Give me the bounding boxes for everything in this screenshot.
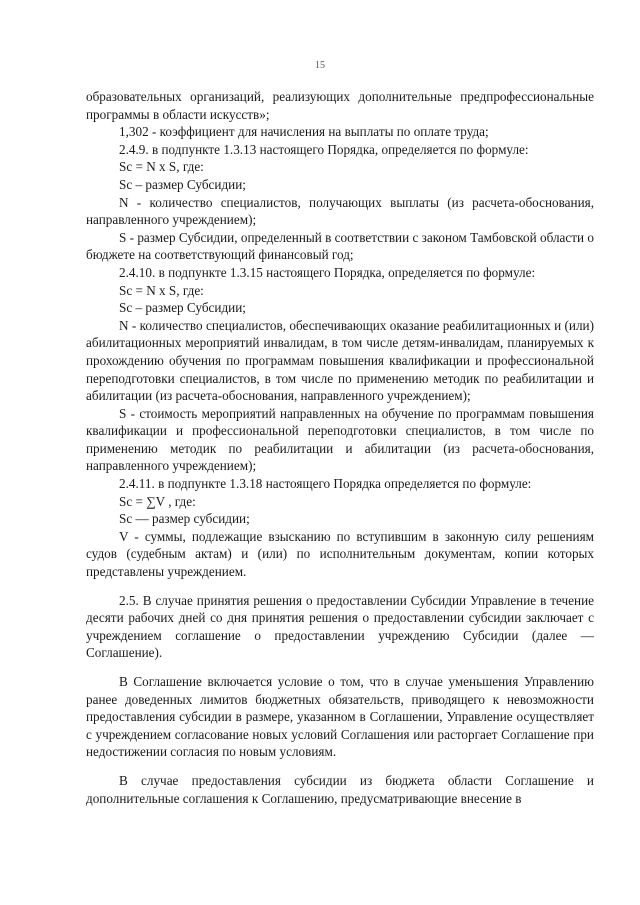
definition-v: V - суммы, подлежащие взысканию по вступившим в законную силу решениям судов (судебным актам) и (или) по исполнительным документам, копии которых представлены учреждением.: [86, 528, 594, 580]
paragraph-coefficient: 1,302 - коэффициент для начисления на выплаты по оплате труда;: [119, 124, 489, 140]
definition-n: N - количество специалистов, обеспечивающих оказание реабилитационных и (или) абилитационных мероприятий инвалидам, в том числе детям-инвалидам, планируемых к прохождению обучения по программам повышения квалификации и профессиональной переподготовки специалистов, в том числе по применению методик по реабилитации и абилитации (из расчета-обоснования, направленного учреждением);: [86, 317, 594, 404]
paragraph-2-4-11: 2.4.11. в подпункте 1.3.18 настоящего Порядка определяется по формуле:: [119, 476, 532, 492]
formula-2-4-9: Sс = N x S, где:: [119, 159, 204, 175]
document-body: [86, 88, 594, 807]
definition-s: S - стоимость мероприятий направленных на обучение по программам повышения квалификации и профессиональной переподготовки специалистов, в том числе по применению методик по реабилитации и абилитации (из расчета-обоснования, направленного учреждением);: [86, 405, 594, 474]
definition-sc: Sс – размер Субсидии;: [119, 300, 246, 316]
definition-n: N - количество специалистов, получающих выплаты (из расчета-обоснования, направленного учреждением);: [86, 194, 594, 228]
formula-2-4-11: Sс = ∑V , где:: [119, 493, 196, 509]
definition-sc: Sс — размер субсидии;: [119, 511, 250, 527]
paragraph-2-4-9: 2.4.9. в подпункте 1.3.13 настоящего Порядка, определяется по формуле:: [119, 141, 529, 157]
formula-2-4-10: Sс = N x S, где:: [119, 282, 204, 298]
paragraph-2-5: 2.5. В случае принятия решения о предоставлении Субсидии Управление в течение десяти рабочих дней со дня принятия решения о предоставлении субсидии заключает с учреждением соглашение о предоставлении учреждению Субсидии (далее — Соглашение).: [86, 592, 594, 661]
page-number: 15: [315, 60, 325, 71]
paragraph-agreement-budget: В случае предоставления субсидии из бюджета области Соглашение и дополнительные соглашения к Соглашению, предусматривающие внесение в: [86, 772, 594, 806]
definition-s: S - размер Субсидии, определенный в соответствии с законом Тамбовской области о бюджете на соответствующий финансовый год;: [86, 229, 594, 263]
definition-sc: Sс – размер Субсидии;: [119, 176, 246, 192]
paragraph-2-4-10: 2.4.10. в подпункте 1.3.15 настоящего Порядка, определяется по формуле:: [119, 264, 536, 280]
paragraph-agreement-condition: В Соглашение включается условие о том, что в случае уменьшения Управлению ранее доведенных лимитов бюджетных обязательств, приводящего к невозможности предоставления субсидии в размере, указанном в Соглашении, Управление осуществляет с учреждением согласование новых условий Соглашения или расторгает Соглашение при недостижении согласия по новым условиям.: [86, 674, 594, 760]
paragraph-continuation: образовательных организаций, реализующих дополнительные предпрофессиональные программы в области искусств»;: [86, 89, 594, 122]
